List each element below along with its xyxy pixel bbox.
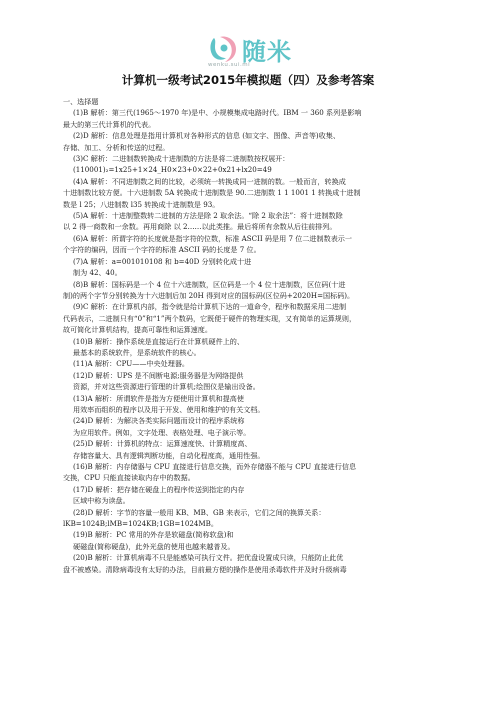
logo-icon xyxy=(206,34,240,64)
text-line: 为应用软件。例如，文字处理、表格处理、电子演示等。 xyxy=(73,427,251,437)
text-line: (110001)₂=1x25+1×24_H0×23+0×22+0x21+lx20=49 xyxy=(73,165,272,175)
text-line: (1)B 解析：第三代(1965～1970 年)是中、小规模集成电路时代。IBM 一 360 系列是影响 xyxy=(73,108,362,118)
text-line: 区域中称为读盘。 xyxy=(73,496,130,506)
text-line: 交换，CPU 只能直接读取内存中的数据。 xyxy=(63,473,195,483)
text-line: (2)D 解析：信息处理是指用计算机对各种形式的信息 (如文字、图像、声音等)收集、 xyxy=(73,131,340,141)
document-title: 计算机一级考试2015年模拟题（四）及参考答案 xyxy=(121,73,375,87)
text-line: 以 2 得一商数和一余数。再用商除 以 2……以此类推。最后将所有余数从后往前排列。 xyxy=(63,222,337,232)
text-line: (17)D 解析：把存储在硬盘上的程序传送到指定的内存 xyxy=(73,484,245,494)
logo xyxy=(206,32,306,70)
text-line: 最大的第三代计算机的代表。 xyxy=(63,119,156,129)
text-line: (10)B 解析：操作系统是直接运行在计算机硬件上的、 xyxy=(73,336,244,346)
text-line: (13)A 解析：所谓软件是指为方便使用计算机和提高使 xyxy=(73,393,244,403)
text-line: 最基本的系统软件，是系统软件的核心。 xyxy=(73,347,201,357)
text-line: 存储、加工、分析和传送的过程。 xyxy=(63,142,170,152)
text-line: 一、选择题 xyxy=(63,97,99,106)
text-line: (25)D 解析：计算机的特点：运算速度快、计算精度高、 xyxy=(73,439,252,449)
text-line: 存储容量大、具有逻辑判断功能，自动化程度高，通用性强。 xyxy=(73,450,265,460)
text-line: (16)B 解析：内存储器与 CPU 直接进行信息交换，而外存储器不能与 CPU 直接进行信息 xyxy=(73,462,357,471)
text-line: (8)B 解析：国标码是一个 4 位十六进制数，区位码是一个 4 位十进制数，区位码(十进 xyxy=(73,279,346,289)
text-line: (19)B 解析：PC 常用的外存是软磁盘(简称软盘)和 xyxy=(73,530,234,540)
text-line: 制为 42、40。 xyxy=(73,268,122,278)
text-line: 资源，并对这些资源进行管理的计算机;绘图仪是输出设备。 xyxy=(73,382,260,392)
text-line: (5)A 解析：十进制整数转二进制的方法是除 2 取余法。“除 2 取余法”：将十进制数除 xyxy=(73,211,343,221)
text-line: (3)C 解析：二进制数转换成十进制数的方法是将二进制数按权展开： xyxy=(73,154,290,164)
text-line: (9)C 解析：在计算机内部，指令就是给计算机下达的一道命令，程序和数据采用二进制 xyxy=(73,302,347,312)
document-body xyxy=(63,96,435,575)
text-line: (24)D 解析：为解决各类实际问题而设计的程序系统称 xyxy=(73,416,245,426)
text-line: 盘不被感染。清除病毒没有太好的办法，目前最方便的操作是使用杀毒软件并及时升级病毒 xyxy=(63,564,347,574)
text-line: lKB=1024B;lMB=1024KB;1GB=1024MB。 xyxy=(63,519,218,529)
text-line: (7)A 解析：a=001010108 和 b=40D 分别转化成十进 xyxy=(73,256,252,266)
text-line: 代码表示，二进制只有“0”和“1”两个数码，它既便于硬件的物理实现，又有简单的运算规则， xyxy=(63,313,357,323)
text-line: (6)A 解析：所谓字符的长度就是指字符的位数，标准 ASCII 码是用 7 位二进制数表示一 xyxy=(73,233,352,243)
text-line: (28)D 解析：字节的容量一般用 KB、MB、GB 来表示，它们之间的换算关系： xyxy=(73,507,326,517)
text-line: 用效率而组织的程序以及用于开发、使用和维护的有关文档。 xyxy=(73,404,265,414)
text-line: 个字符的编码，因而一个字符的标准 ASCII 码的长度是 7 位。 xyxy=(63,245,261,255)
text-line: 故可简化计算机结构，提高可靠性和运算速度。 xyxy=(63,325,212,335)
text-line: (20)B 解析：计算机病毒不只是能感染可执行文件。把优盘设置成只读，只能防止此优 xyxy=(73,553,344,563)
text-line: (11)A 解析：CPU——中央处理器。 xyxy=(73,359,190,369)
text-line: (12)D 解析：UPS 是不间断电源;服务器是为网络提供 xyxy=(73,370,244,380)
logo-text: 随米 xyxy=(242,38,292,66)
text-line: 制)的两个字节分别转换为十六进制后加 20H 得到对应的国标码(区位码+2020H=国标码)。 xyxy=(63,290,355,300)
text-line: 数是 l 25；八进制数 l35 转换成十进制数是 93。 xyxy=(63,199,220,209)
text-line: 十进制数比较方便。十六进制数 5A 转换成十进制数是 90.二进制数 1 1 1001 1 转换成十进制 xyxy=(63,188,361,198)
text-line: 硬磁盘(简称硬盘)，此外光盘的使用也越来越普及。 xyxy=(73,541,235,551)
logo-subtext: wenku.sui.mi xyxy=(208,62,251,68)
text-line: (4)A 解析：不同进制数之间的比较，必须统一转换成同一进制的数。一般而言，转换成 xyxy=(73,176,346,186)
